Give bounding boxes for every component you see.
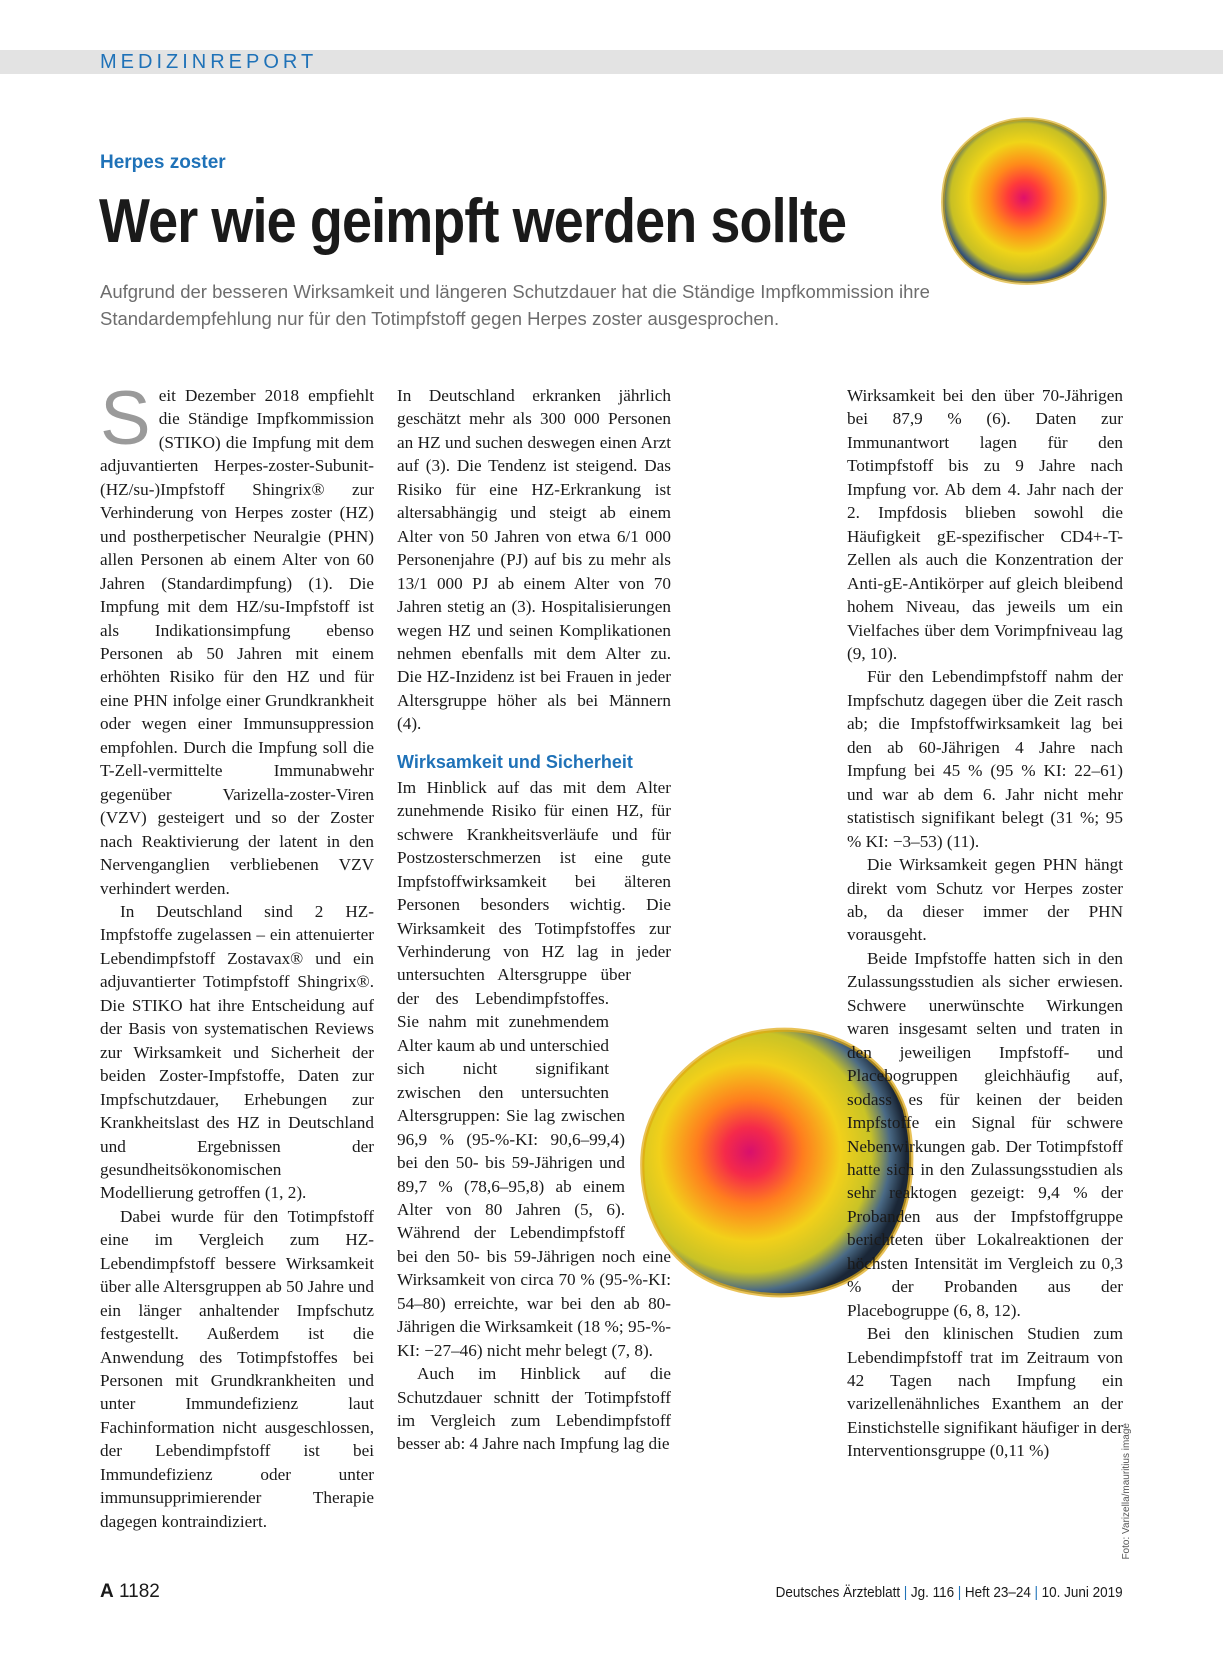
journal-info <box>776 1584 1123 1601</box>
page-prefix: A <box>100 1581 114 1602</box>
virus-illustration-top <box>930 112 1115 290</box>
paragraph: Auch im Hinblick auf die Schutzdauer schnitt der Totimpfstoff im Vergleich zum Lebendimpfstoff besser ab: 4 Jahre nach Impfung lag die <box>397 1364 671 1454</box>
paragraph: Bei den klinischen Studien zum Lebendimpfstoff trat im Zeitraum von 42 Tagen nach Impfung ein varizellenähnliches Exanthem an der Einstichstelle signifikant häufiger in der Interventionsgruppe (0,11 %) <box>847 1324 1123 1461</box>
paragraph: Die Wirksamkeit gegen PHN hängt direkt vom Schutz vor Herpes zoster ab, da dieser immer der PHN vorausgeht. <box>847 855 1123 945</box>
article-kicker: Herpes zoster <box>100 152 226 173</box>
image-wrap <box>631 976 671 1006</box>
divider: | <box>958 1584 962 1601</box>
article-lead: Aufgrund der besseren Wirksamkeit und längeren Schutzdauer hat die Ständige Impfkommission ihre Standardempfehlung nur für den Totimpfstoff gegen Herpes zoster ausgesprochen. <box>100 281 930 329</box>
paragraph: In Deutschland sind 2 HZ-Impfstoffe zugelassen – ein attenuierter Lebendimpfstoff Zostavax® und ein adjuvantierter Totimpfstoff Shingrix®. Die STIKO hat ihre Entscheidung auf der Basis von systematischen Reviews zur Wirksamkeit und Sicherheit der beiden Zoster-Impfstoffe, Daten zur Impfschutzdauer, Erhebungen zur Krankheitslast des HZ in Deutschland und Ergebnissen der gesundheitsökonomischen Modellierung getroffen (1, 2). <box>100 901 374 1203</box>
article-title: Wer wie geimpft werden sollte <box>99 187 847 256</box>
image-wrap <box>609 1006 671 1102</box>
section-label: MEDIZINREPORT <box>100 51 318 73</box>
photo-credit: Foto: Varizella/mauritius image <box>1121 1423 1132 1560</box>
section-heading: Wirksamkeit und Sicherheit <box>397 751 633 772</box>
paragraph-text: eit Dezember 2018 empfiehlt die Ständige Impfkommission (STIKO) die Impfung mit dem adjuvantierten Herpes-zoster-Subunit-(HZ/su-)Impfstoff Shingrix® zur Verhinderung von Herpes zoster (HZ) und postherpetischer Neuralgie (PHN) allen Personen ab einem Alter von 60 Jahren (Standardimpfung) (1). Die Impfung mit dem HZ/su-Impfstoff ist als Indikationsimpfung ebenso Personen ab 50 Jahren mit einem erhöhten Risiko für den HZ und für eine PHN infolge einer Grundkrankheit oder wegen einer Immunsuppression empfohlen. Durch die Impfung soll die T-Zell-vermittelte Immunabwehr gegenüber Varizella-zoster-Viren (VZV) gesteigert und so der Zoster nach Reaktivierung der latent in den Nervenganglien verbliebenen VZV verhindert werden. <box>100 386 374 898</box>
image-wrap <box>625 1102 671 1242</box>
paragraph: Dabei wurde für den Totimpfstoff eine im Vergleich zum HZ-Lebendimpfstoff bessere Wirksamkeit über alle Altersgruppen ab 50 Jahre und ein länger anhaltender Impfschutz festgestellt. Außerdem ist die Anwendung des Totimpfstoffes bei Personen mit Grundkrankheiten und unter Immundefizienz laut Fachinformation nicht ausgeschlossen, der Lebendimpfstoff ist bei Immundefizienz oder unter immunsupprimierender Therapie dagegen kontraindiziert. <box>100 1206 374 1531</box>
page-number <box>100 1581 160 1603</box>
text-column-3 <box>847 384 1123 1463</box>
text-column-1 <box>100 376 374 1533</box>
journal-issue: Heft 23–24 <box>965 1584 1032 1601</box>
page-number-value: 1182 <box>119 1581 160 1602</box>
journal-volume: Jg. 116 <box>911 1584 955 1601</box>
paragraph: Für den Lebendimpfstoff nahm der Impfschutz dagegen über die Zeit rasch ab; die Impfstoffwirksamkeit lag bei den ab 60-Jährigen 4 Jahre nach Impfung bei 45 % (95 % KI: 22–61) und war ab dem 6. Jahr nicht mehr statistisch signifikant belegt (31 %; 95 % KI: −3–53) (11). <box>847 667 1123 851</box>
paragraph <box>100 376 374 900</box>
paragraph: In Deutschland erkranken jährlich geschätzt mehr als 300 000 Personen an HZ und suchen deswegen einen Arzt auf (3). Die Tendenz ist steigend. Das Risiko für eine HZ-Erkrankung ist altersabhängig und steigt ab einem Alter von 50 Jahren von etwa 6/1 000 Personenjahre (PJ) auf bis zu mehr als 13/1 000 PJ ab einem Alter von 70 Jahren stetig an (3). Hospitalisierungen wegen HZ und seinen Komplikationen nehmen ebenfalls mit dem Alter zu. Die HZ-Inzidenz ist bei Frauen in jeder Altersgruppe höher als bei Männern (4). <box>397 386 671 734</box>
text-column-2 <box>397 384 671 1456</box>
drop-cap: S <box>100 376 151 461</box>
paragraph: Wirksamkeit bei den über 70-Jährigen bei 87,9 % (6). Daten zur Immunantwort lagen für den Totimpfstoff bis zu 9 Jahre nach Impfung vor. Ab dem 4. Jahr nach der 2. Impfdosis blieben sowohl die Häufigkeit gE-spezifischer CD4+-T-Zellen als auch die Konzentration der Anti-gE-Antikörper auf gleich bleibend hohem Niveau, das jeweils um ein Vielfaches über dem Vorimpfniveau lag (9, 10). <box>847 386 1123 663</box>
divider: | <box>1034 1584 1039 1601</box>
journal-name: Deutsches Ärzteblatt <box>775 1584 901 1601</box>
paragraph: Beide Impfstoffe hatten sich in den Zulassungsstudien als sicher erwiesen. Schwere unerwünschte Wirkungen waren insgesamt selten und traten in den jeweiligen Impfstoff- und Placebogruppen gleichhäufig auf, sodass es für keinen der beiden Impfstoffe ein Signal für schwere Nebenwirkungen gab. Der Totimpfstoff hatte sich in den Zulassungsstudien als sehr reaktogen gezeigt: 9,4 % der Probanden aus der Impfstoffgruppe berichteten über Lokalreaktionen der höchsten Intensität im Vergleich zu 0,3 % der Probanden aus der Placebogruppe (6, 8, 12). <box>847 948 1123 1320</box>
divider: | <box>904 1584 908 1601</box>
journal-date: 10. Juni 2019 <box>1041 1584 1123 1601</box>
paragraph: Im Hinblick auf das mit dem Alter zunehmende Risiko für einen HZ, für schwere Krankheitsverläufe und für Postzosterschmerzen ist eine gute Impfstoffwirksamkeit bei älteren Personen besonders wichtig. Die Wirksamkeit des Totimpfstoffes zur Verhinderung von HZ lag in jeder untersuchten Altersgruppe über der des Lebendimpfstoffes. Sie nahm mit zunehmendem Alter kaum ab und unterschied sich nicht signifikant zwischen den untersuchten Altersgruppen: Sie lag zwischen 96,9 % (95-%-KI: 90,6–99,4) bei den 50- bis 59-Jährigen und 89,7 % (78,6–95,8) ab einem Alter von 80 Jahren (5, 6). Während der Lebendimpfstoff bei den 50- bis 59-Jährigen noch eine Wirksamkeit von circa 70 % (95-%-KI: 54–80) erreichte, war bei den ab 80-Jährigen die Wirksamkeit (18 %; 95-%-KI: −27–46) nicht mehr belegt (7, 8). <box>397 777 671 1360</box>
